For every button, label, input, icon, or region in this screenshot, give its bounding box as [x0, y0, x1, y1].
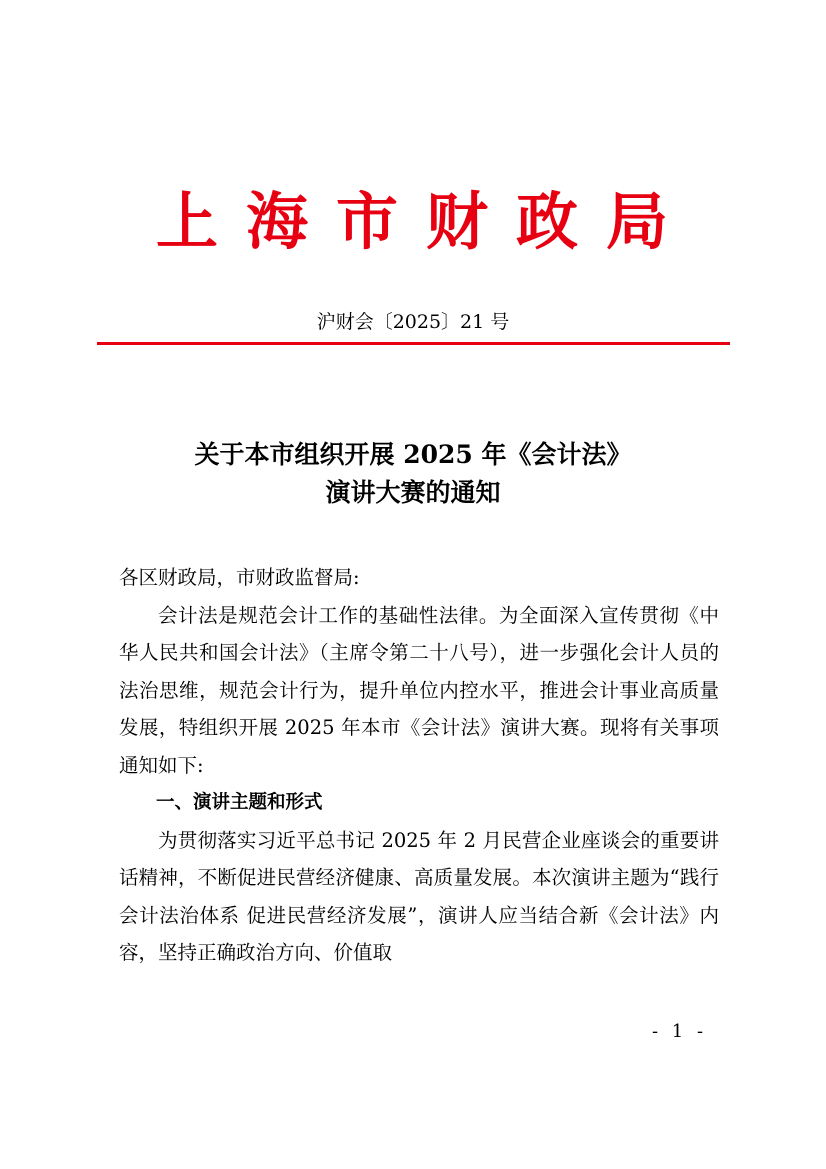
salutation: 各区财政局，市财政监督局:: [119, 566, 360, 589]
document-title-line-1: 关于本市组织开展 2025 年《会计法》: [194, 440, 632, 469]
issuer-header: 上海市财政局: [155, 185, 696, 258]
document-number: 沪财会〔2025〕21 号: [316, 311, 510, 333]
document-body: [119, 559, 719, 972]
paragraph-theme: 为贯彻落实习近平总书记 2025 年 2 月民营企业座谈会的重要讲话精神，不断促进民营经济健康、高质量发展。本次演讲主题为“践行会计法治体系 促进民营经济发展”，演讲人应当结合新《会计法》内容，坚持正确政治方向、价值取: [119, 828, 719, 964]
paragraph-intro: 会计法是规范会计工作的基础性法律。为全面深入宣传贯彻《中华人民共和国会计法》（主席令第二十八号），进一步强化会计人员的法治思维，规范会计行为，提升单位内控水平，推进会计事业高质量发展，特组织开展 2025 年本市《会计法》演讲大赛。现将有关事项通知如下:: [119, 603, 719, 777]
page-number: - 1 -: [652, 1021, 708, 1042]
red-divider-line: [97, 342, 730, 345]
document-title-line-2: 演讲大赛的通知: [325, 478, 501, 507]
section-heading-1: 一、演讲主题和形式: [156, 792, 323, 813]
document-title: [0, 436, 826, 512]
